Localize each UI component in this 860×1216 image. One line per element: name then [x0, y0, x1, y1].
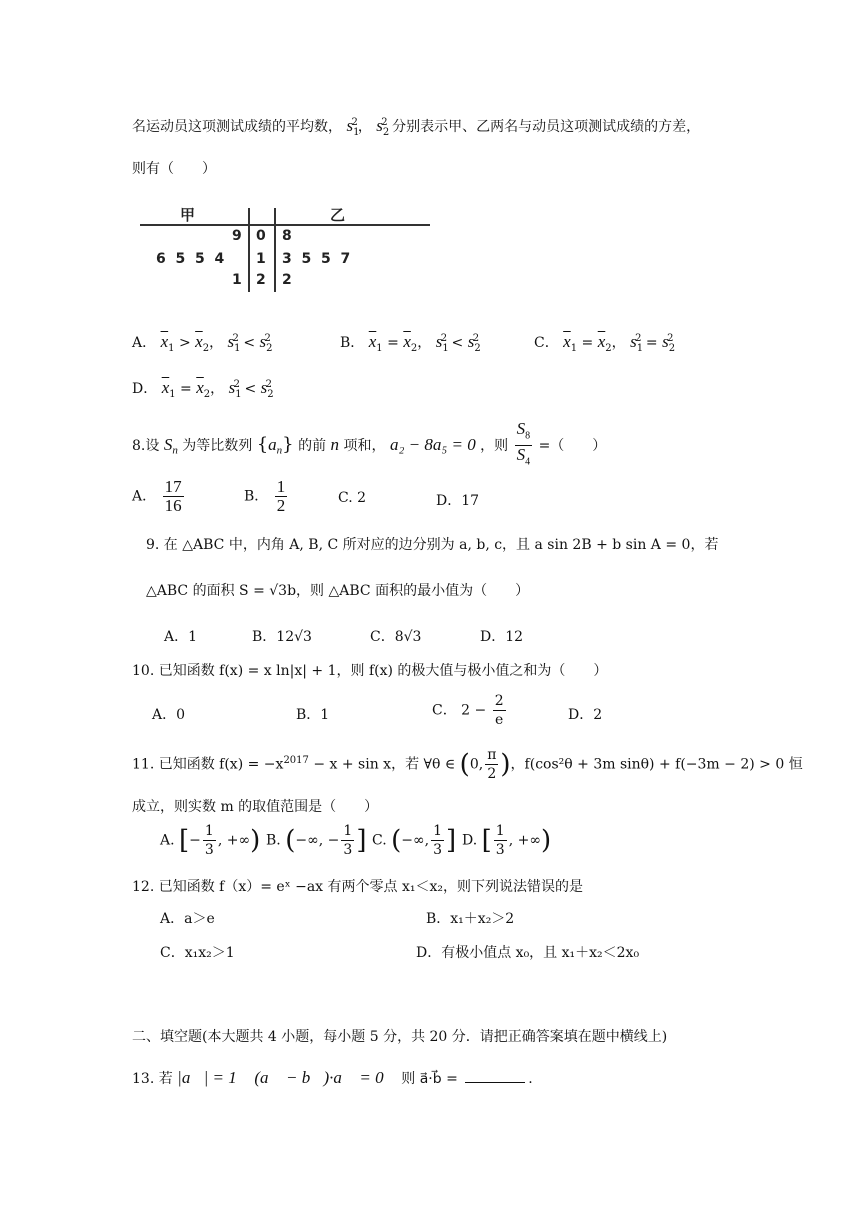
q10-option-d[interactable]: D．2 — [568, 707, 603, 723]
stem-right-header: 乙 — [330, 206, 346, 224]
q8-option-c[interactable]: C. 2 — [338, 490, 367, 506]
q12-option-d[interactable]: D．有极小值点 x₀，且 x₁＋x₂＜2x₀ — [416, 945, 640, 961]
stem-row-2-left: 6 5 5 4 — [156, 251, 225, 267]
stem-divider-left — [248, 208, 250, 292]
stem-row-3-right: 2 — [282, 272, 292, 288]
stem-row-3-left: 1 — [232, 272, 242, 288]
q11-option-d[interactable]: D. [ $\frac{1}{3}$ , +∞) — [462, 823, 552, 858]
q10-option-a[interactable]: A．0 — [152, 707, 186, 723]
header-divider — [140, 224, 430, 226]
q12-option-b[interactable]: B．x₁＋x₂＞2 — [426, 911, 515, 927]
q11-line2: 成立，则实数 m 的取值范围是（ ） — [132, 799, 379, 815]
section-2-title: 二、填空题(本大题共 4 小题，每小题 5 分，共 20 分．请把正确答案填在题中横线上) — [132, 1029, 668, 1045]
q9-option-b[interactable]: B．12√3 — [252, 629, 312, 645]
stem-row-2-right: 3 5 5 7 — [282, 251, 351, 267]
q7-option-c[interactable]: C． $\overline{x}_1 = \overline{x}_2$， $s_1^2 = s_2^2$ — [534, 332, 676, 354]
stem-leaf-plot — [140, 204, 440, 294]
q8-stem: 8.设 $S_n$ 为等比数列 $\{a_n\}$ 的前 n 项和， a₂ − 8a₅ = 0 ，则 $\frac{S_8}{S_4}$ =（ ） — [132, 419, 607, 468]
stem-row-1-right: 8 — [282, 228, 292, 244]
stem-row-3-stem: 2 — [256, 272, 266, 288]
q12-option-a[interactable]: A．a＞e — [160, 911, 215, 927]
q9-option-c[interactable]: C．8√3 — [370, 629, 422, 645]
q9-line2: △ABC 的面积 S = √3b，则 △ABC 面积的最小值为（ ） — [146, 583, 530, 599]
q7-option-b[interactable]: B． $\overline{x}_1 = \overline{x}_2$， $s_1^2 < s_2^2$ — [340, 332, 481, 354]
q9-option-a[interactable]: A．1 — [164, 629, 198, 645]
q13-answer-blank[interactable] — [465, 1082, 525, 1083]
q7-intro-line1: 名运动员这项测试成绩的平均数， $s_1^2$， $s_2^2$ 分别表示甲、乙两名与动员这项测试成绩的方差， — [132, 116, 701, 138]
q11-option-c[interactable]: C. (−∞, $\frac{1}{3}$ ] — [372, 823, 457, 858]
q11-option-a[interactable]: A. [− $\frac{1}{3}$ , +∞) — [160, 823, 261, 858]
q12-option-c[interactable]: C．x₁x₂＞1 — [160, 945, 235, 961]
q10-stem: 10. 已知函数 f(x) = x ln|x| + 1，则 f(x) 的极大值与极小值之和为（ ） — [132, 663, 608, 679]
q11-line1: 11. 已知函数 $f(x) = -x^{2017} - x + \sin x$，若 ∀θ ∈ (0, $\frac{\pi}{2}$ )，f(cos²θ + 3m sinθ) + f(−3m − 2) > 0 恒 — [132, 747, 803, 782]
stem-row-1-stem: 0 — [256, 228, 266, 244]
q7-option-a[interactable]: A． $\overline{x}_1 > \overline{x}_2$， $s_1^2 < s_2^2$ — [132, 332, 273, 354]
q8-option-a[interactable]: A． $\frac{17}{16}$ — [132, 477, 182, 515]
q13-stem: 13. 若 |a⃗| = 1， (a⃗ − b⃗)·a⃗ = 0， 则 a⃗·b⃗ = . — [132, 1068, 533, 1087]
q10-option-c[interactable]: C． 2 − $\frac{2}{e}$ — [432, 693, 504, 728]
stem-row-2-stem: 1 — [256, 251, 266, 267]
stem-row-1-left: 9 — [232, 228, 242, 244]
q8-option-d[interactable]: D．17 — [436, 493, 480, 509]
q8-option-b[interactable]: B． $\frac{1}{2}$ — [244, 477, 286, 515]
q9-option-d[interactable]: D．12 — [480, 629, 524, 645]
q9-line1: 9. 在 △ABC 中，内角 A, B, C 所对应的边分别为 a, b, c，且 a sin 2B + b sin A = 0，若 — [146, 537, 719, 553]
q10-option-b[interactable]: B．1 — [296, 707, 330, 723]
stem-left-header: 甲 — [180, 206, 196, 224]
q12-stem: 12. 已知函数 f（x）= eˣ −ax 有两个零点 x₁＜x₂，则下列说法错误的是 — [132, 879, 583, 895]
q11-option-b[interactable]: B. (−∞, − $\frac{1}{3}$ ] — [266, 823, 367, 858]
stem-divider-right — [274, 208, 276, 292]
q7-intro-line2: 则有（ ） — [132, 161, 216, 177]
q7-option-d[interactable]: D． $\overline{x}_1 = \overline{x}_2$， $s_1^2 < s_2^2$ — [132, 378, 274, 400]
